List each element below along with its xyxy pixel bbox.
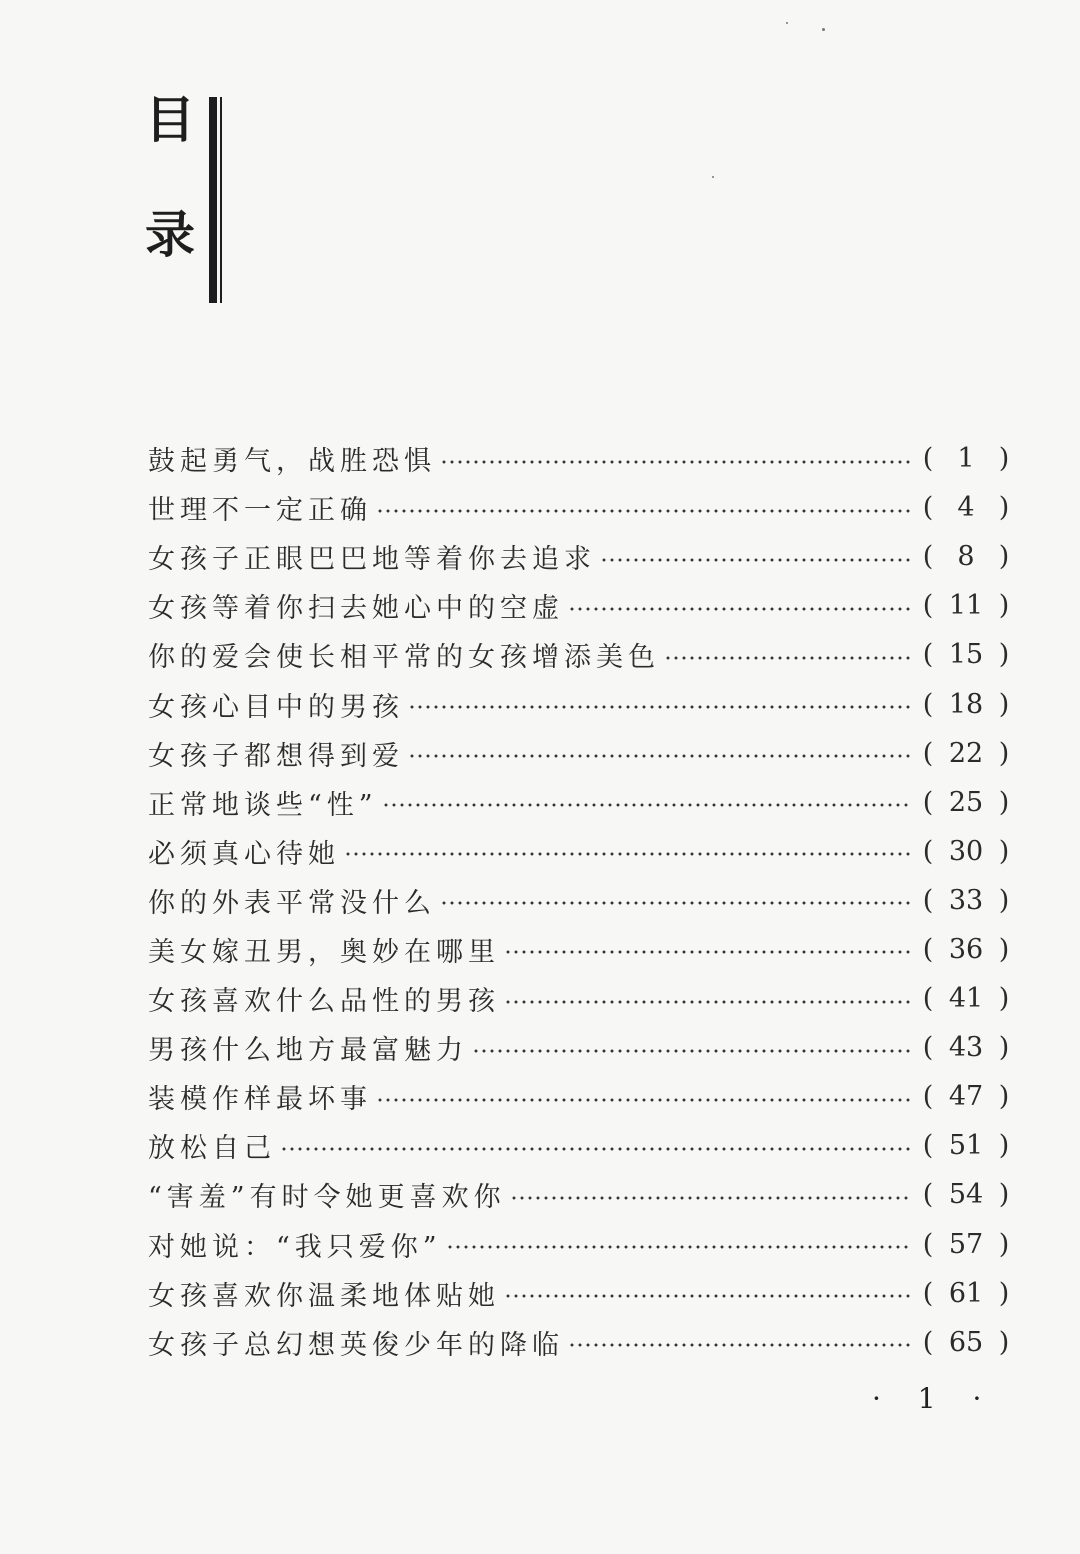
toc-entry-title: 你的外表平常没什么 [148, 887, 436, 919]
toc-entry-page: ( 33 ) [922, 884, 1010, 916]
heading-rule-thick [209, 97, 217, 303]
toc-entry-title: 女孩喜欢什么品性的男孩 [148, 986, 500, 1018]
toc-entry-page-number: 47 [948, 1081, 984, 1113]
toc-entry[interactable] [148, 1220, 1010, 1269]
heading-char-mu: 目 [145, 90, 195, 149]
table-of-contents [148, 434, 1010, 1367]
toc-entry-title: 女孩心目中的男孩 [148, 691, 404, 723]
toc-entry[interactable] [148, 1072, 1010, 1121]
heading-char-lu: 录 [145, 205, 195, 264]
toc-entry-page: ( 1 ) [922, 443, 1010, 475]
toc-entry[interactable] [148, 1023, 1010, 1072]
toc-entry-page: ( 18 ) [922, 688, 1010, 720]
toc-entry-title: 装模作样最坏事 [148, 1084, 372, 1116]
dot-leader [504, 1294, 910, 1298]
toc-entry-page: ( 8 ) [922, 541, 1010, 573]
print-speck [822, 28, 825, 31]
dot-leader [382, 803, 910, 807]
toc-entry-title: “害羞”有时令她更喜欢你 [148, 1182, 506, 1214]
dot-leader [408, 705, 910, 709]
toc-entry[interactable] [148, 876, 1010, 925]
toc-entry-page: ( 51 ) [922, 1130, 1010, 1162]
heading-rule-thin [220, 97, 222, 303]
toc-entry-title: 正常地谈些“性” [148, 789, 378, 821]
toc-entry-title: 对她说：“我只爱你” [148, 1231, 442, 1263]
toc-entry-page-number: 51 [948, 1130, 984, 1162]
toc-entry-page: ( 54 ) [922, 1179, 1010, 1211]
toc-entry-page-number: 36 [948, 933, 984, 965]
toc-entry[interactable] [148, 778, 1010, 827]
toc-entry[interactable] [148, 532, 1010, 581]
toc-entry[interactable] [148, 827, 1010, 876]
toc-entry-title: 女孩子正眼巴巴地等着你去追求 [148, 544, 596, 576]
dot-leader [504, 950, 910, 954]
toc-entry-title: 美女嫁丑男，奥妙在哪里 [148, 936, 500, 968]
toc-entry-page: ( 43 ) [922, 1032, 1010, 1064]
dot-leader [446, 1245, 910, 1249]
toc-entry[interactable] [148, 630, 1010, 679]
dot-leader [376, 1098, 910, 1102]
dot-leader [504, 1000, 910, 1004]
toc-entry-title: 你的爱会使长相平常的女孩增添美色 [148, 642, 660, 674]
toc-entry-page: ( 57 ) [922, 1228, 1010, 1260]
toc-entry-page: ( 22 ) [922, 737, 1010, 769]
toc-entry-page: ( 11 ) [922, 590, 1010, 622]
toc-entry[interactable] [148, 1121, 1010, 1170]
dot-leader [472, 1049, 910, 1053]
toc-entry[interactable] [148, 974, 1010, 1023]
toc-entry-page-number: 22 [948, 737, 984, 769]
toc-entry-page: ( 47 ) [922, 1081, 1010, 1113]
dot-leader [440, 901, 910, 905]
toc-entry-title: 女孩喜欢你温柔地体贴她 [148, 1280, 500, 1312]
toc-entry-page-number: 11 [948, 590, 984, 622]
toc-entry[interactable] [148, 581, 1010, 630]
toc-entry-page-number: 43 [948, 1032, 984, 1064]
toc-entry-page-number: 25 [948, 786, 984, 818]
toc-entry-page: ( 65 ) [922, 1326, 1010, 1358]
toc-entry[interactable] [148, 1170, 1010, 1219]
dot-leader [440, 460, 910, 464]
toc-entry-title: 世理不一定正确 [148, 495, 372, 527]
toc-entry[interactable] [148, 434, 1010, 483]
toc-entry-title: 女孩子总幻想英俊少年的降临 [148, 1329, 564, 1361]
print-speck [786, 22, 788, 24]
toc-entry-page-number: 1 [957, 443, 975, 475]
dot-leader [280, 1147, 910, 1151]
toc-entry-page-number: 4 [957, 492, 975, 524]
toc-entry-title: 男孩什么地方最富魅力 [148, 1035, 468, 1067]
dot-leader [344, 852, 910, 856]
toc-entry-page-number: 57 [948, 1228, 984, 1260]
toc-entry-page: ( 15 ) [922, 639, 1010, 671]
toc-entry[interactable] [148, 1269, 1010, 1318]
toc-entry-page: ( 61 ) [922, 1277, 1010, 1309]
toc-entry[interactable] [148, 1318, 1010, 1367]
toc-entry-page-number: 30 [948, 835, 984, 867]
dot-leader [376, 509, 910, 513]
dot-leader [510, 1196, 910, 1200]
toc-entry-title: 女孩子都想得到爱 [148, 740, 404, 772]
toc-entry-page-number: 65 [948, 1326, 984, 1358]
toc-entry-title: 必须真心待她 [148, 838, 340, 870]
toc-entry[interactable] [148, 679, 1010, 728]
toc-entry-title: 女孩等着你扫去她心中的空虚 [148, 593, 564, 625]
toc-entry-page: ( 4 ) [922, 492, 1010, 524]
dot-leader [408, 754, 910, 758]
toc-entry-page-number: 33 [948, 884, 984, 916]
toc-entry-page: ( 25 ) [922, 786, 1010, 818]
toc-entry[interactable] [148, 925, 1010, 974]
toc-entry-page: ( 41 ) [922, 983, 1010, 1015]
dot-leader [600, 558, 910, 562]
page-number: · 1 · [872, 1382, 996, 1415]
toc-entry-page-number: 18 [948, 688, 984, 720]
print-speck [712, 176, 714, 178]
dot-leader [568, 607, 910, 611]
toc-entry-title: 鼓起勇气，战胜恐惧 [148, 446, 436, 478]
toc-entry-page-number: 61 [948, 1277, 984, 1309]
dot-leader [664, 656, 910, 660]
toc-entry[interactable] [148, 729, 1010, 778]
toc-entry-title: 放松自己 [148, 1133, 276, 1165]
toc-entry-page-number: 15 [948, 639, 984, 671]
toc-entry-page-number: 8 [957, 541, 975, 573]
toc-entry-page: ( 36 ) [922, 933, 1010, 965]
toc-entry-page-number: 54 [948, 1179, 984, 1211]
toc-entry-page: ( 30 ) [922, 835, 1010, 867]
dot-leader [568, 1343, 910, 1347]
toc-entry-page-number: 41 [948, 983, 984, 1015]
toc-entry[interactable] [148, 483, 1010, 532]
